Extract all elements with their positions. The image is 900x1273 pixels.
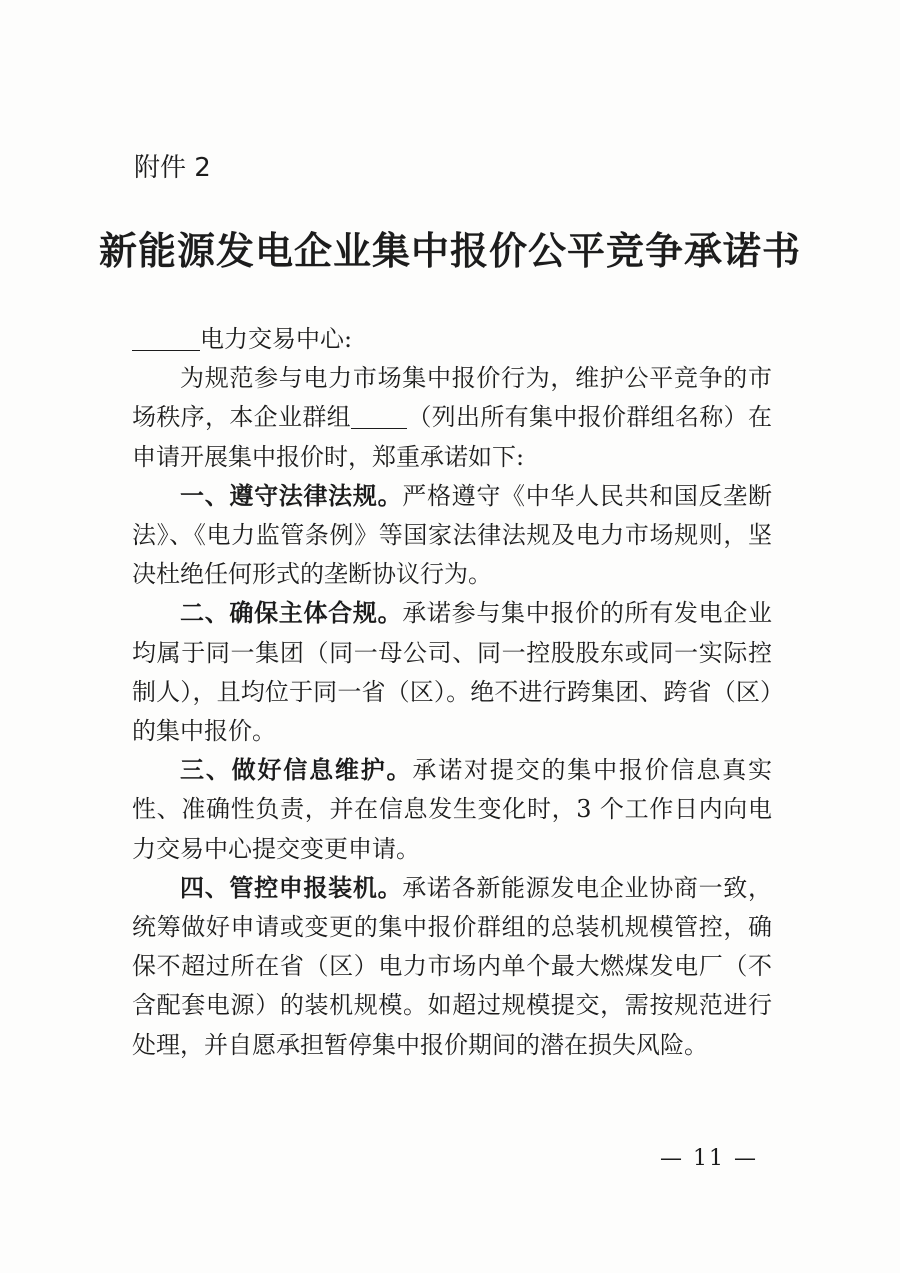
page-number: — 11 —: [660, 1146, 758, 1171]
commitment-text-2: 承诺参与集中报价的所有发电企业均属于同一集团（同一母公司、同一控股股东或同一实际控制人），且均位于同一省（区）。绝不进行跨集团、跨省（区）的集中报价。: [132, 599, 773, 746]
document-title: 新能源发电企业集中报价公平竞争承诺书: [98, 228, 801, 273]
commitment-heading-3: 三、做好信息维护。: [180, 756, 413, 785]
intro-text-2: （列出所有集中报价群组名称）在申请开展集中报价时，郑重承诺如下:: [132, 403, 772, 471]
commitment-item-1: [132, 477, 772, 595]
commitment-heading-1: 一、遵守法律法规。: [180, 481, 403, 510]
commitment-heading-4: 四、管控申报装机。: [180, 873, 403, 902]
addressee-blank: [132, 324, 200, 351]
addressee-line: [132, 320, 772, 359]
commitment-heading-2: 二、确保主体合规。: [180, 599, 403, 628]
commitment-item-2: [132, 594, 772, 751]
intro-paragraph: [132, 359, 772, 477]
document-body: [132, 320, 772, 1065]
addressee-text: 电力交易中心:: [200, 325, 353, 353]
commitment-text-1: 严格遵守《中华人民共和国反垄断法》、《电力监管条例》等国家法律法规及电力市场规则，坚决杜绝任何形式的垄断协议行为。: [132, 481, 773, 589]
group-name-blank: [351, 402, 407, 429]
commitment-text-4: 承诺各新能源发电企业协商一致，统筹做好申请或变更的集中报价群组的总装机规模管控，确保不超过所在省（区）电力市场内单个最大燃煤发电厂（不含配套电源）的装机规模。如超过规模提交，需按规范进行处理，并自愿承担暂停集中报价期间的潜在损失风险。: [132, 873, 773, 1059]
commitment-text-3: 承诺对提交的集中报价信息真实性、准确性负责，并在信息发生变化时，3 个工作日内向电力交易中心提交变更申请。: [132, 756, 773, 863]
attachment-label: 附件 2: [134, 153, 211, 183]
commitment-item-4: [132, 869, 772, 1065]
commitment-item-3: [132, 751, 772, 869]
intro-text-1: 为规范参与电力市场集中报价行为，维护公平竞争的市场秩序，本企业群组: [132, 364, 772, 432]
